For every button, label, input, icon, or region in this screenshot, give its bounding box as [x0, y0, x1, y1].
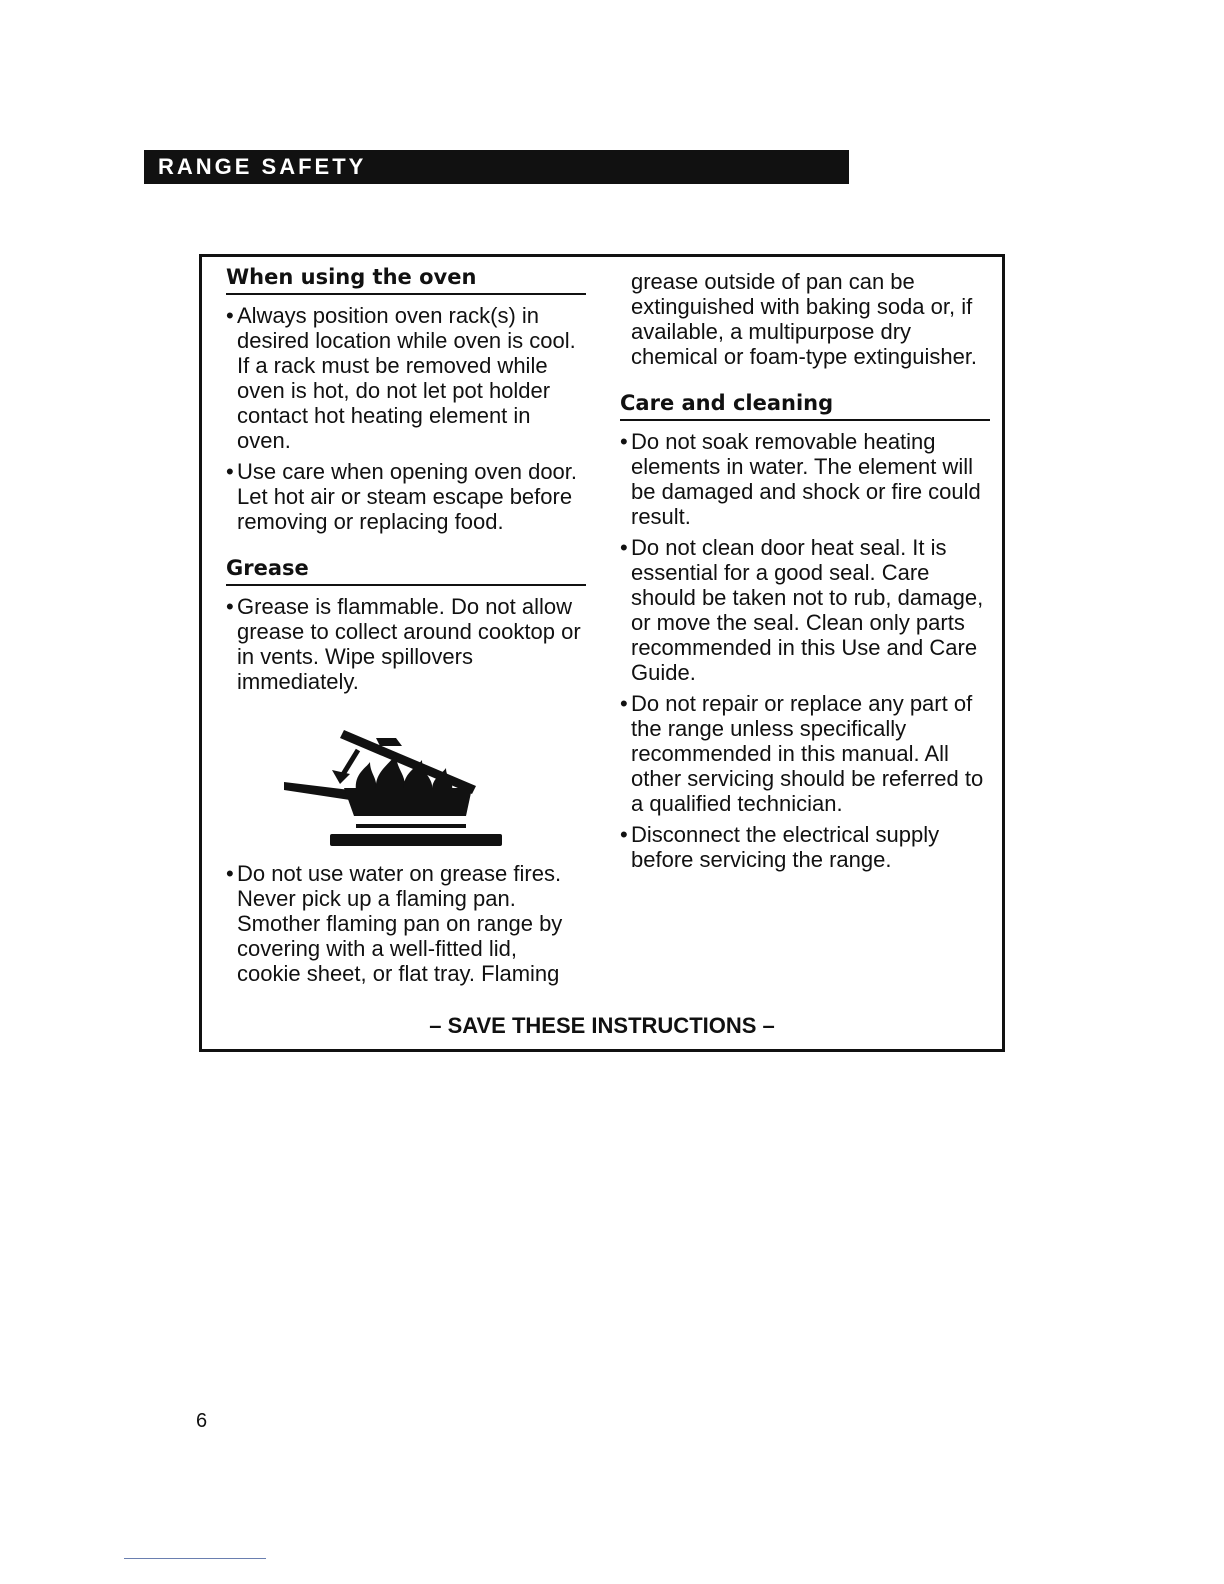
bullet: • [226, 303, 234, 328]
bullet: • [620, 822, 628, 847]
care-item-4: • Disconnect the electrical supply before servicing the range. [620, 822, 940, 872]
care-heading: Care and cleaning [620, 391, 990, 421]
right-column [620, 269, 990, 878]
section-title: RANGE SAFETY [158, 154, 367, 179]
bullet: • [620, 691, 628, 716]
grease-item-2: • Do not use water on grease fires. Never pick up a flaming pan. Smother flaming pan on range by covering with a well-fitted lid, cookie sheet, or flat tray. Flaming [226, 861, 563, 986]
left-column [226, 265, 586, 992]
safety-instructions-box [199, 254, 1005, 1052]
flaming-pan-lid-icon [226, 724, 586, 854]
grease-continuation: grease outside of pan can be extinguished with baking soda or, if available, a multipurpose dry chemical or foam-type extinguisher. [631, 269, 978, 369]
bullet: • [620, 535, 628, 560]
bottom-rule [124, 1558, 266, 1559]
bullet: • [226, 861, 234, 886]
oven-heading: When using the oven [226, 265, 586, 295]
care-item-3: • Do not repair or replace any part of the range unless specifically recommended in this manual. All other servicing should be referred to a qualified technician. [620, 691, 984, 816]
section-header-bar [144, 150, 849, 184]
bullet: • [226, 594, 234, 619]
grease-item-1: • Grease is flammable. Do not allow grease to collect around cooktop or in vents. Wipe spillovers immediately. [226, 594, 581, 694]
care-item-2: • Do not clean door heat seal. It is essential for a good seal. Care should be taken not to rub, damage, or move the seal. Clean only parts recommended in this Use and Care Guide. [620, 535, 984, 685]
care-item-1: • Do not soak removable heating elements in water. The element will be damaged and shock or fire could result. [620, 429, 981, 529]
bullet: • [620, 429, 628, 454]
oven-item-2: • Use care when opening oven door. Let hot air or steam escape before removing or replacing food. [226, 459, 578, 534]
grease-heading: Grease [226, 556, 586, 586]
save-instructions-text: – SAVE THESE INSTRUCTIONS – [429, 1013, 775, 1038]
oven-item-1: • Always position oven rack(s) in desired location while oven is cool. If a rack must be removed while oven is hot, do not let pot holder contact hot heating element in oven. [226, 303, 576, 453]
bullet: • [226, 459, 234, 484]
page-number: 6 [196, 1410, 208, 1432]
